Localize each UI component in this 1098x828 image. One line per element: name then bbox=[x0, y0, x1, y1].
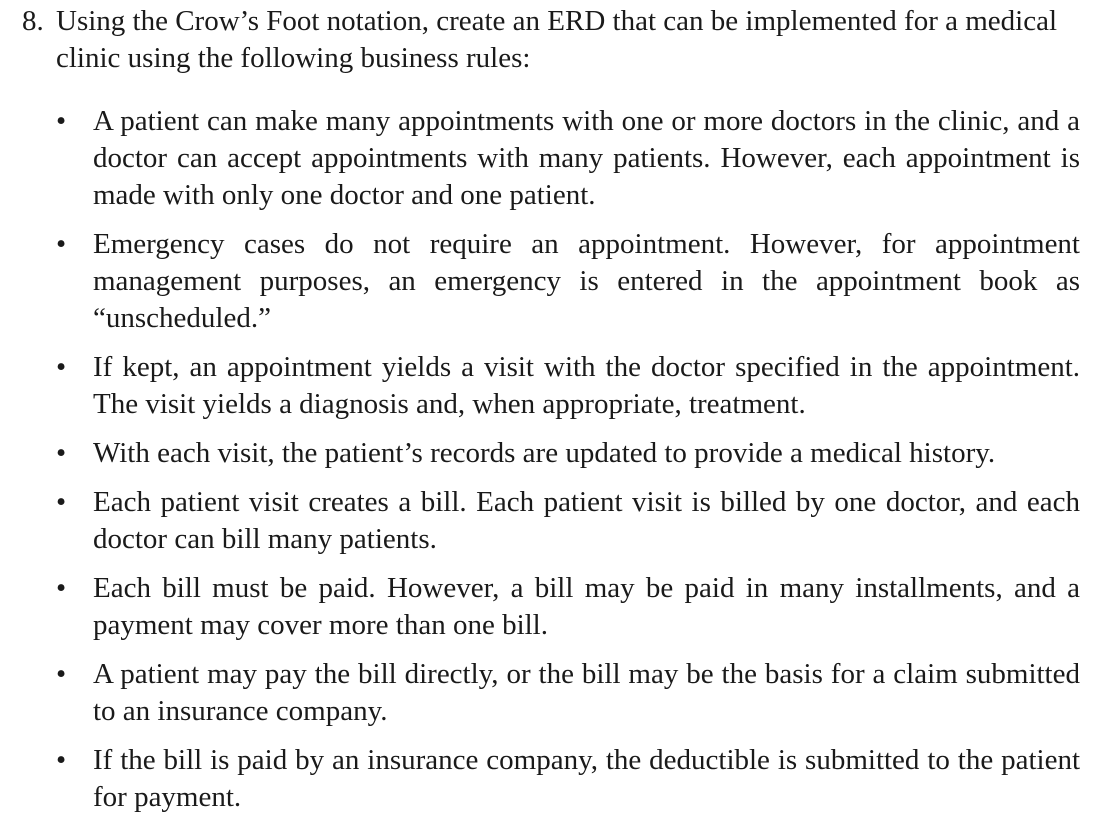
rule-text: If kept, an appointment yields a visit with the doctor specified in the appointment. The visit yields a diagnosis and, when appropriate, treatment. bbox=[93, 351, 1080, 420]
bullet-icon: • bbox=[56, 228, 67, 260]
rule-text: Each bill must be paid. However, a bill may be paid in many installments, and a payment may cover more than one bill. bbox=[93, 572, 1080, 641]
list-item bbox=[56, 349, 1080, 423]
list-item bbox=[56, 484, 1080, 558]
bullet-icon: • bbox=[56, 437, 67, 469]
bullet-icon: • bbox=[56, 486, 67, 518]
bullet-icon: • bbox=[56, 351, 67, 383]
rule-text: Emergency cases do not require an appointment. However, for appointment management purposes, an emergency is entered in the appointment book as “unscheduled.” bbox=[93, 228, 1080, 334]
list-item bbox=[56, 570, 1080, 644]
list-item bbox=[56, 103, 1080, 214]
rule-text: If the bill is paid by an insurance company, the deductible is submitted to the patient for payment. bbox=[93, 744, 1080, 813]
question-paragraph bbox=[22, 3, 1080, 77]
question-text: Using the Crow’s Foot notation, create an ERD that can be implemented for a medical clinic using the following business rules: bbox=[56, 5, 1058, 74]
rule-text: A patient can make many appointments with one or more doctors in the clinic, and a doctor can accept appointments with many patients. However, each appointment is made with only one doctor and one patient. bbox=[93, 105, 1080, 211]
list-item bbox=[56, 435, 1080, 472]
bullet-icon: • bbox=[56, 105, 67, 137]
bullet-icon: • bbox=[56, 744, 67, 776]
list-item bbox=[56, 742, 1080, 816]
list-item bbox=[56, 656, 1080, 730]
business-rules-list bbox=[56, 103, 1080, 828]
rule-text: With each visit, the patient’s records are updated to provide a medical history. bbox=[93, 437, 996, 469]
rule-text: Each patient visit creates a bill. Each patient visit is billed by one doctor, and each doctor can bill many patients. bbox=[93, 486, 1080, 555]
rule-text: A patient may pay the bill directly, or the bill may be the basis for a claim submitted to an insurance company. bbox=[93, 658, 1080, 727]
bullet-icon: • bbox=[56, 658, 67, 690]
question-number: 8. bbox=[22, 5, 44, 37]
list-item bbox=[56, 226, 1080, 337]
bullet-icon: • bbox=[56, 572, 67, 604]
